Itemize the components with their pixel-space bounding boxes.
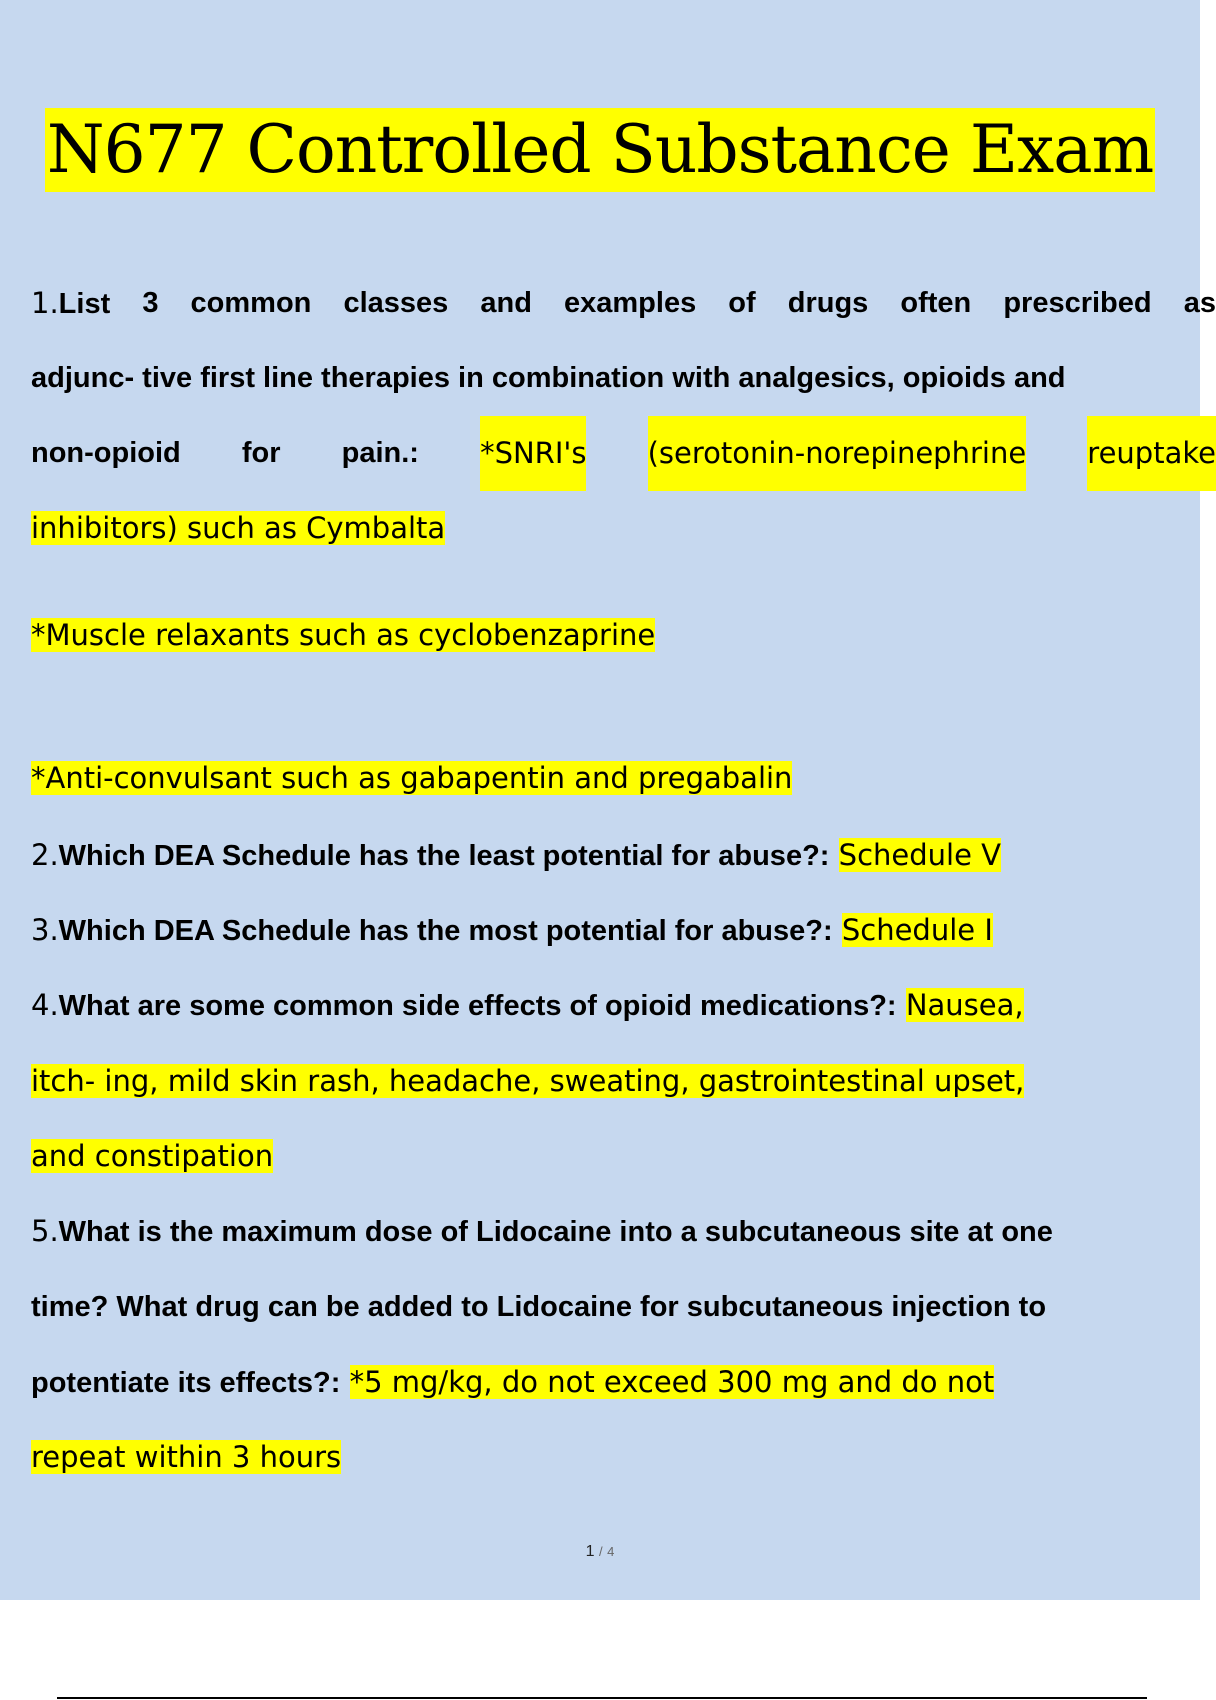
question-4-line-3 <box>31 1119 1216 1194</box>
question-text: Which DEA Schedule has the most potential for abuse?: <box>58 915 833 947</box>
question-number: 4. <box>31 988 59 1022</box>
answer-text: *Muscle relaxants such as cyclobenzaprine <box>31 618 656 652</box>
question-word: and <box>480 287 532 319</box>
title-container <box>0 108 1200 192</box>
question-text: What are some common side effects of opioid medications?: <box>58 990 897 1022</box>
current-page-number: 1 <box>585 1543 595 1560</box>
page-separator: / <box>599 1544 603 1559</box>
question-5-line-3 <box>31 1345 1216 1421</box>
answer-word: *SNRI's <box>480 416 586 491</box>
question-word: common <box>190 287 312 319</box>
question-word: for <box>241 437 281 469</box>
question-4-line-1 <box>31 968 1216 1044</box>
answer-text: *Anti-convulsant such as gabapentin and pregabalin <box>31 761 793 795</box>
question-1-answer-3 <box>31 741 1216 816</box>
question-number: 2. <box>31 838 59 872</box>
question-word: List <box>58 288 111 320</box>
next-page-top-rule <box>57 1697 1147 1699</box>
question-5-line-2: time? What drug can be added to Lidocaine for subcutaneous injection to <box>31 1291 1047 1323</box>
question-word: 3 <box>142 287 159 319</box>
question-1-line-2: adjunc- tive first line therapies in combination with analgesics, opioids and <box>31 362 1066 394</box>
question-word: of <box>728 287 756 319</box>
answer-text: *5 mg/kg, do not exceed 300 mg and do not <box>349 1365 995 1399</box>
answer-text: and constipation <box>31 1139 274 1173</box>
question-word: non-opioid <box>31 437 181 469</box>
question-number: 3. <box>31 913 59 947</box>
question-4-line-2 <box>31 1044 1216 1119</box>
question-1-answer-2 <box>31 598 1216 673</box>
answer-text: Nausea, <box>905 988 1024 1022</box>
question-1-line-1 <box>31 266 1216 342</box>
question-5-line-4 <box>31 1420 1216 1495</box>
page-number-indicator <box>0 1543 1200 1561</box>
question-word: prescribed <box>1003 287 1152 319</box>
answer-text: itch- ing, mild skin rash, headache, sweating, gastrointestinal upset, <box>31 1064 1025 1098</box>
question-word: drugs <box>787 287 869 319</box>
question-word: pain.: <box>341 437 419 469</box>
question-number: 1. <box>31 286 59 320</box>
question-text: Which DEA Schedule has the least potential for abuse?: <box>58 840 830 872</box>
page-title: N677 Controlled Substance Exam <box>45 108 1155 192</box>
question-1-line-4 <box>31 491 1216 566</box>
question-word: examples <box>564 287 697 319</box>
total-page-count: 4 <box>607 1544 615 1559</box>
answer-word: (serotonin-norepinephrine <box>648 416 1027 491</box>
question-2 <box>31 818 1216 894</box>
question-text: potentiate its effects?: <box>31 1367 341 1399</box>
question-text: What is the maximum dose of Lidocaine into a subcutaneous site at one <box>58 1216 1053 1248</box>
question-word: often <box>900 287 972 319</box>
answer-text: inhibitors) such as Cymbalta <box>31 511 446 545</box>
question-word: as <box>1183 287 1216 319</box>
answer-word: reuptake <box>1087 416 1216 491</box>
answer-text: Schedule V <box>838 838 1001 872</box>
answer-text: repeat within 3 hours <box>31 1440 342 1474</box>
question-1-line-3 <box>31 416 1216 491</box>
question-5-line-1 <box>31 1194 1216 1270</box>
question-number: 5. <box>31 1214 59 1248</box>
question-3 <box>31 893 1216 969</box>
question-word: classes <box>343 287 449 319</box>
answer-text: Schedule I <box>841 913 993 947</box>
